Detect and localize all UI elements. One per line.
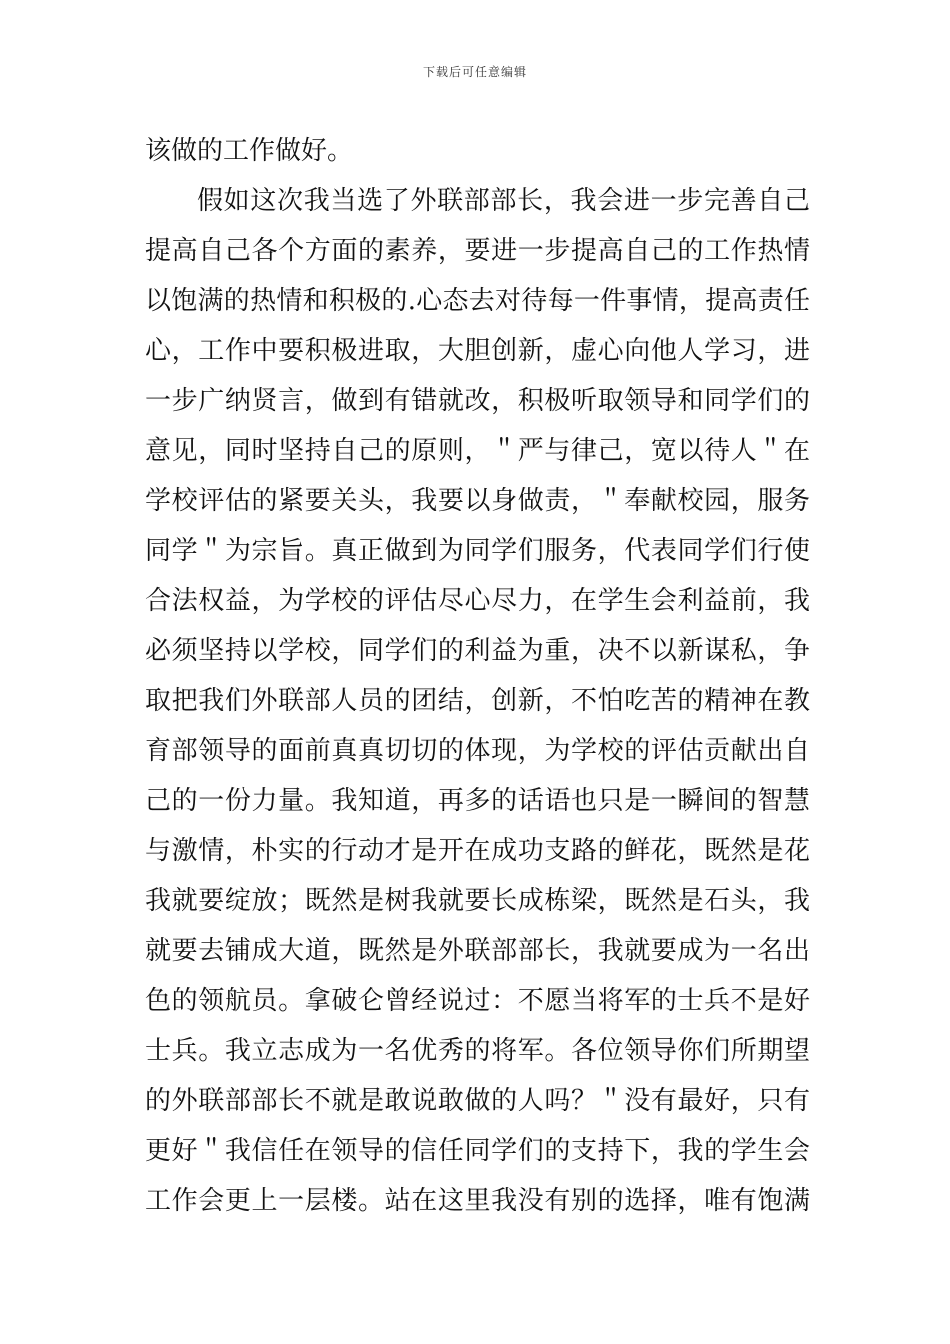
paragraph-line: 更好＂我信任在领导的信任同学们的支持下，我的学生会 [145,1136,810,1166]
paragraph-line: 工作会更上一层楼。站在这里我没有别的选择，唯有饱满 [145,1186,810,1216]
paragraph-line: 意见，同时坚持自己的原则，＂严与律己，宽以待人＂在 [145,436,810,466]
paragraph-line: 与激情，朴实的行动才是开在成功支路的鲜花，既然是花 [145,836,810,866]
paragraph-line: 育部领导的面前真真切切的体现，为学校的评估贡献出自 [145,736,810,766]
paragraph-line: 以饱满的热情和积极的.心态去对待每一件事情，提高责任 [145,286,810,316]
paragraph-line: 心，工作中要积极进取，大胆创新，虚心向他人学习，进 [145,336,810,366]
paragraph-line: 己的一份力量。我知道，再多的话语也只是一瞬间的智慧 [145,786,810,816]
paragraph-line: 的外联部部长不就是敢说敢做的人吗？＂没有最好，只有 [145,1086,810,1116]
document-body [145,126,810,1226]
paragraph-line: 提高自己各个方面的素养，要进一步提高自己的工作热情 [145,236,810,266]
page-header: 下载后可任意编辑 [422,65,527,79]
paragraph-line: 色的领航员。拿破仑曾经说过：不愿当将军的士兵不是好 [145,986,810,1016]
paragraph-line: 一步广纳贤言，做到有错就改，积极听取领导和同学们的 [145,386,810,416]
paragraph-line: 士兵。我立志成为一名优秀的将军。各位领导你们所期望 [145,1036,810,1066]
paragraph-line: 必须坚持以学校，同学们的利益为重，决不以新谋私，争 [145,636,810,666]
paragraph-line: 该做的工作做好。 [145,136,354,166]
paragraph-line: 取把我们外联部人员的团结，创新，不怕吃苦的精神在教 [145,686,810,716]
paragraph-line: 就要去铺成大道，既然是外联部部长，我就要成为一名出 [145,936,810,966]
paragraph-line: 合法权益，为学校的评估尽心尽力，在学生会利益前，我 [145,586,810,616]
paragraph-line: 同学＂为宗旨。真正做到为同学们服务，代表同学们行使 [145,536,810,566]
paragraph-line: 学校评估的紧要关头，我要以身做责，＂奉献校园，服务 [145,486,810,516]
paragraph-line: 假如这次我当选了外联部部长，我会进一步完善自己 [197,186,810,216]
paragraph-line: 我就要绽放；既然是树我就要长成栋梁，既然是石头，我 [145,886,810,916]
